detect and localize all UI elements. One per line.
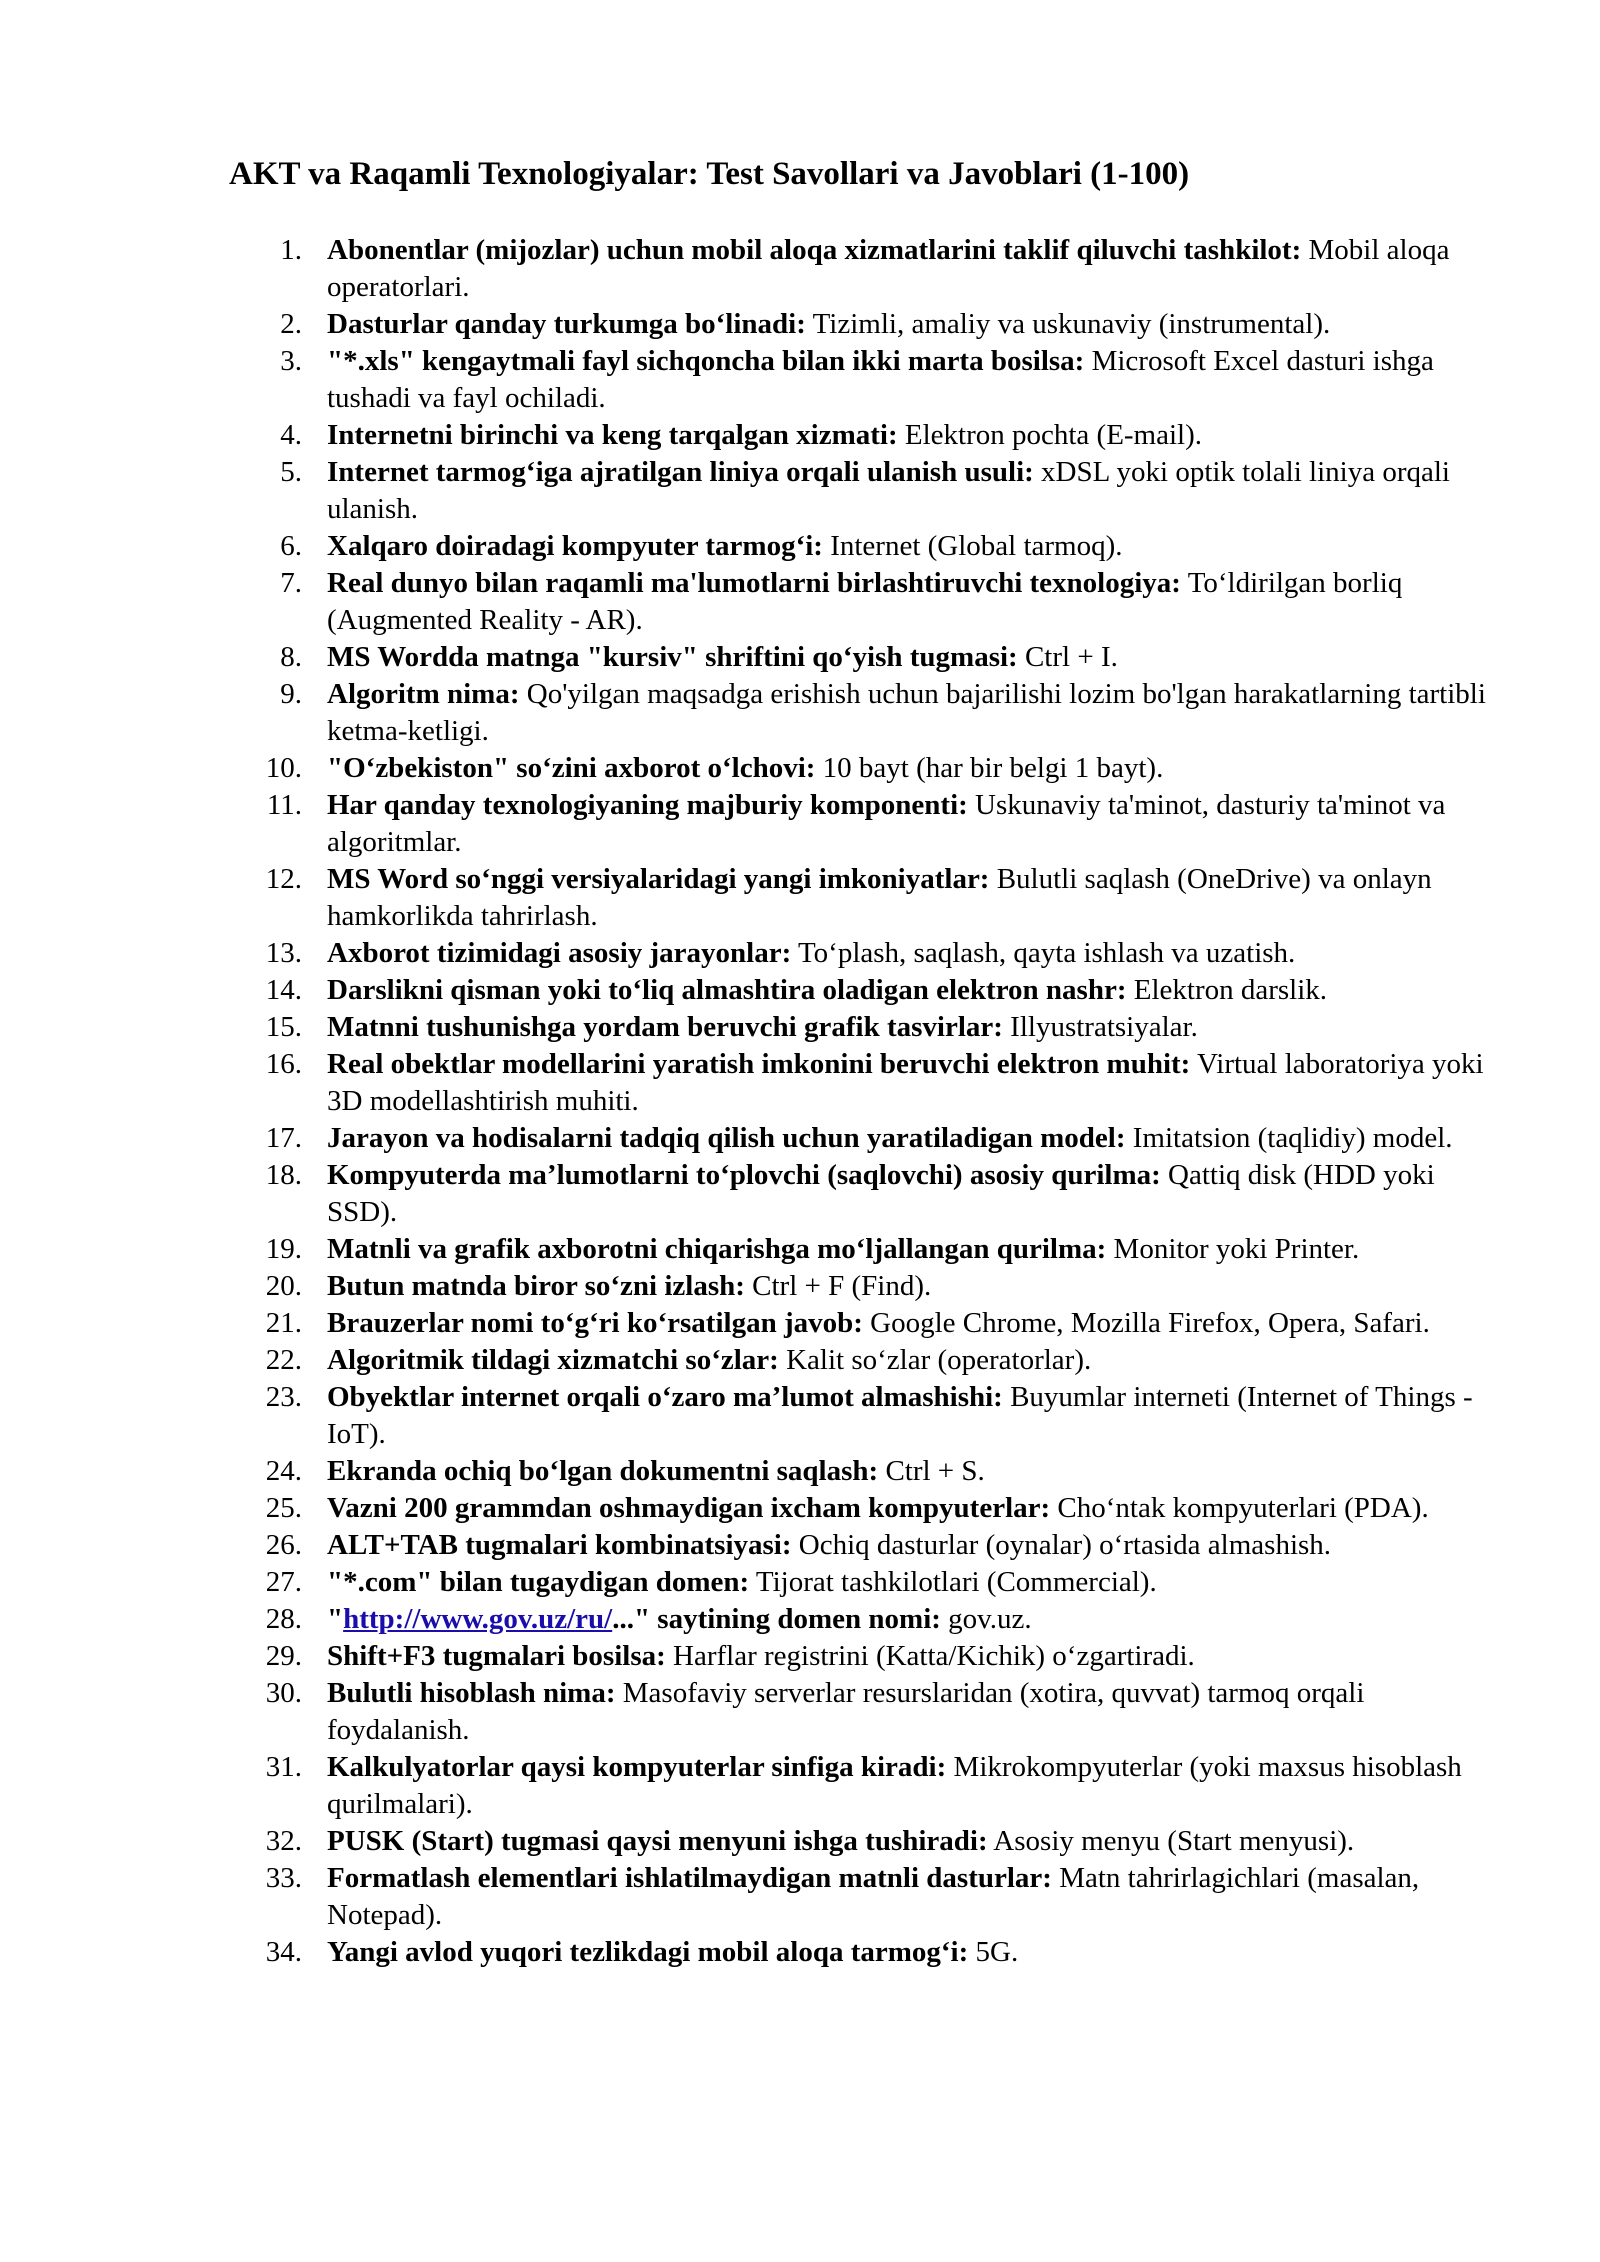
list-item xyxy=(0,1675,1500,1749)
item-number: 15. xyxy=(265,1011,302,1043)
item-question: Matnli va grafik axborotni chiqarishga mo‘ljallangan qurilma: xyxy=(327,1233,1107,1265)
item-number: 16. xyxy=(265,1048,302,1080)
item-number: 26. xyxy=(265,1529,302,1561)
item-answer: Masofaviy serverlar resurslaridan (xotira, quvvat) tarmoq orqali foydalanish. xyxy=(327,1677,1365,1746)
item-answer: Illyustratsiyalar. xyxy=(1002,1011,1198,1043)
item-question: Butun matnda biror so‘zni izlash: xyxy=(327,1270,745,1302)
item-number: 13. xyxy=(265,937,302,969)
item-number: 1. xyxy=(280,234,302,266)
item-answer: Cho‘ntak kompyuterlari (PDA). xyxy=(1050,1492,1429,1524)
item-answer: Qo'yilgan maqsadga erishish uchun bajarilishi lozim bo'lgan harakatlarning tartibli ketma-ketligi. xyxy=(327,678,1486,747)
item-question: Shift+F3 tugmalari bosilsa: xyxy=(327,1640,666,1672)
item-number: 19. xyxy=(265,1233,302,1265)
item-question: Real obektlar modellarini yaratish imkonini beruvchi elektron muhit: xyxy=(327,1048,1191,1080)
item-number: 22. xyxy=(265,1344,302,1376)
list-item xyxy=(0,1342,1500,1379)
item-answer: To‘ldirilgan borliq (Augmented Reality - AR). xyxy=(327,567,1403,636)
item-answer: 10 bayt (har bir belgi 1 bayt). xyxy=(815,752,1164,784)
item-question: ..." saytining domen nomi: xyxy=(612,1603,941,1635)
item-answer: Kalit so‘zlar (operatorlar). xyxy=(778,1344,1092,1376)
item-answer: Monitor yoki Printer. xyxy=(1106,1233,1360,1265)
item-number: 2. xyxy=(280,308,302,340)
item-number: 32. xyxy=(265,1825,302,1857)
item-number: 25. xyxy=(265,1492,302,1524)
list-item xyxy=(0,972,1500,1009)
item-answer: Qattiq disk (HDD yoki SSD). xyxy=(327,1159,1435,1228)
list-item xyxy=(0,676,1500,750)
item-number: 11. xyxy=(266,789,302,821)
item-answer: Matn tahrirlagichlari (masalan, Notepad). xyxy=(327,1862,1420,1931)
item-question: ALT+TAB tugmalari kombinatsiyasi: xyxy=(327,1529,792,1561)
item-number: 24. xyxy=(265,1455,302,1487)
item-answer: Bulutli saqlash (OneDrive) va onlayn hamkorlikda tahrirlash. xyxy=(327,863,1432,932)
item-question: PUSK (Start) tugmasi qaysi menyuni ishga tushiradi: xyxy=(327,1825,988,1857)
question-list xyxy=(0,232,1600,1971)
item-question: Xalqaro doiradagi kompyuter tarmog‘i: xyxy=(327,530,823,562)
item-question: Internetni birinchi va keng tarqalgan xizmati: xyxy=(327,419,898,451)
list-item xyxy=(0,1009,1500,1046)
list-item xyxy=(0,1231,1500,1268)
item-question: Obyektlar internet orqali o‘zaro ma’lumot almashishi: xyxy=(327,1381,1003,1413)
list-item xyxy=(0,1934,1500,1971)
item-answer: Imitatsion (taqlidiy) model. xyxy=(1125,1122,1453,1154)
item-question: Vazni 200 grammdan oshmaydigan ixcham kompyuterlar: xyxy=(327,1492,1051,1524)
list-item xyxy=(0,1046,1500,1120)
item-answer: Tizimli, amaliy va uskunaviy (instrumental). xyxy=(805,308,1331,340)
item-answer: Internet (Global tarmoq). xyxy=(822,530,1123,562)
item-question: "*.xls" kengaytmali fayl sichqoncha bilan ikki marta bosilsa: xyxy=(327,345,1085,377)
item-question: Dasturlar qanday turkumga bo‘linadi: xyxy=(327,308,806,340)
item-question: MS Wordda matnga "kursiv" shriftini qo‘yish tugmasi: xyxy=(327,641,1018,673)
item-number: 33. xyxy=(265,1862,302,1894)
list-item xyxy=(0,639,1500,676)
list-item xyxy=(0,1268,1500,1305)
list-item xyxy=(0,1749,1500,1823)
item-question: Formatlash elementlari ishlatilmaydigan matnli dasturlar: xyxy=(327,1862,1052,1894)
item-number: 28. xyxy=(265,1603,302,1635)
item-answer: Ctrl + I. xyxy=(1017,641,1118,673)
list-item xyxy=(0,343,1500,417)
list-item xyxy=(0,1860,1500,1934)
item-number: 10. xyxy=(265,752,302,784)
item-answer: Google Chrome, Mozilla Firefox, Opera, Safari. xyxy=(862,1307,1430,1339)
item-answer: Asosiy menyu (Start menyusi). xyxy=(987,1825,1355,1857)
item-number: 18. xyxy=(265,1159,302,1191)
list-item xyxy=(0,787,1500,861)
item-answer: Harflar registrini (Katta/Kichik) o‘zgartiradi. xyxy=(665,1640,1195,1672)
item-answer: To‘plash, saqlash, qayta ishlash va uzatish. xyxy=(791,937,1296,969)
list-item xyxy=(0,232,1500,306)
item-answer: Mikrokompyuterlar (yoki maxsus hisoblash qurilmalari). xyxy=(327,1751,1462,1820)
item-question: "O‘zbekiston" so‘zini axborot o‘lchovi: xyxy=(327,752,816,784)
item-number: 30. xyxy=(265,1677,302,1709)
item-question: Matnni tushunishga yordam beruvchi grafik tasvirlar: xyxy=(327,1011,1003,1043)
item-question: Abonentlar (mijozlar) uchun mobil aloqa xizmatlarini taklif qiluvchi tashkilot: xyxy=(327,234,1302,266)
item-question: Algoritmik tildagi xizmatchi so‘zlar: xyxy=(327,1344,779,1376)
list-item xyxy=(0,935,1500,972)
item-number: 5. xyxy=(280,456,302,488)
item-question: Kompyuterda ma’lumotlarni to‘plovchi (saqlovchi) asosiy qurilma: xyxy=(327,1159,1161,1191)
item-question: Har qanday texnologiyaning majburiy komponenti: xyxy=(327,789,968,821)
item-question: Jarayon va hodisalarni tadqiq qilish uchun yaratiladigan model: xyxy=(327,1122,1126,1154)
item-answer: Buyumlar interneti (Internet of Things - IoT). xyxy=(327,1381,1473,1450)
list-item xyxy=(0,417,1500,454)
list-item xyxy=(0,1638,1500,1675)
item-answer: Elektron pochta (E-mail). xyxy=(897,419,1203,451)
item-number: 34. xyxy=(265,1936,302,1968)
list-item xyxy=(0,1120,1500,1157)
item-number: 31. xyxy=(265,1751,302,1783)
item-answer: 5G. xyxy=(968,1936,1019,1968)
document-title: AKT va Raqamli Texnologiyalar: Test Savollari va Javoblari (1-100) xyxy=(229,156,1190,192)
list-item xyxy=(0,306,1500,343)
item-answer: Elektron darslik. xyxy=(1126,974,1328,1006)
list-item xyxy=(0,1453,1500,1490)
list-item xyxy=(0,1527,1500,1564)
item-number: 23. xyxy=(265,1381,302,1413)
item-question: Internet tarmog‘iga ajratilgan liniya orqali ulanish usuli: xyxy=(327,456,1034,488)
list-item xyxy=(0,1564,1500,1601)
item-answer: Microsoft Excel dasturi ishga tushadi va fayl ochiladi. xyxy=(327,345,1434,414)
item-number: 9. xyxy=(280,678,302,710)
item-number: 3. xyxy=(280,345,302,377)
item-number: 7. xyxy=(280,567,302,599)
item-question: Algoritm nima: xyxy=(327,678,520,710)
item-question: Darslikni qisman yoki to‘liq almashtira oladigan elektron nashr: xyxy=(327,974,1127,1006)
item-answer: Ctrl + F (Find). xyxy=(744,1270,932,1302)
item-question: Axborot tizimidagi asosiy jarayonlar: xyxy=(327,937,792,969)
item-question: MS Word so‘nggi versiyalaridagi yangi imkoniyatlar: xyxy=(327,863,990,895)
list-item xyxy=(0,1157,1500,1231)
list-item xyxy=(0,1305,1500,1342)
list-item xyxy=(0,750,1500,787)
item-answer: Ctrl + S. xyxy=(878,1455,985,1487)
item-answer: Mobil aloqa operatorlari. xyxy=(327,234,1450,303)
item-number: 12. xyxy=(265,863,302,895)
item-question: Brauzerlar nomi to‘g‘ri ko‘rsatilgan javob: xyxy=(327,1307,863,1339)
list-item xyxy=(0,565,1500,639)
item-number: 20. xyxy=(265,1270,302,1302)
item-number: 21. xyxy=(265,1307,302,1339)
item-question: Real dunyo bilan raqamli ma'lumotlarni birlashtiruvchi texnologiya: xyxy=(327,567,1181,599)
item-number: 4. xyxy=(280,419,302,451)
item-number: 17. xyxy=(265,1122,302,1154)
item-number: 8. xyxy=(280,641,302,673)
list-item xyxy=(0,861,1500,935)
list-item xyxy=(0,528,1500,565)
item-answer: Ochiq dasturlar (oynalar) o‘rtasida almashish. xyxy=(791,1529,1332,1561)
item-question: " xyxy=(327,1603,344,1635)
item-answer: gov.uz. xyxy=(940,1603,1032,1635)
item-question: "*.com" bilan tugaydigan domen: xyxy=(327,1566,750,1598)
list-item xyxy=(0,1379,1500,1453)
url-link[interactable]: http://www.gov.uz/ru/ xyxy=(343,1603,613,1635)
item-question: Ekranda ochiq bo‘lgan dokumentni saqlash: xyxy=(327,1455,879,1487)
item-number: 14. xyxy=(265,974,302,1006)
item-question: Kalkulyatorlar qaysi kompyuterlar sinfiga kiradi: xyxy=(327,1751,947,1783)
item-answer: Tijorat tashkilotlari (Commercial). xyxy=(749,1566,1157,1598)
list-item xyxy=(0,1601,1500,1638)
item-answer: xDSL yoki optik tolali liniya orqali ulanish. xyxy=(327,456,1450,525)
list-item xyxy=(0,1490,1500,1527)
item-number: 27. xyxy=(265,1566,302,1598)
item-number: 29. xyxy=(265,1640,302,1672)
list-item xyxy=(0,1823,1500,1860)
item-question: Yangi avlod yuqori tezlikdagi mobil aloqa tarmog‘i: xyxy=(327,1936,969,1968)
item-answer: Virtual laboratoriya yoki 3D modellashtirish muhiti. xyxy=(327,1048,1484,1117)
item-answer: Uskunaviy ta'minot, dasturiy ta'minot va algoritmlar. xyxy=(327,789,1446,858)
item-number: 6. xyxy=(280,530,302,562)
list-item xyxy=(0,454,1500,528)
item-question: Bulutli hisoblash nima: xyxy=(327,1677,616,1709)
